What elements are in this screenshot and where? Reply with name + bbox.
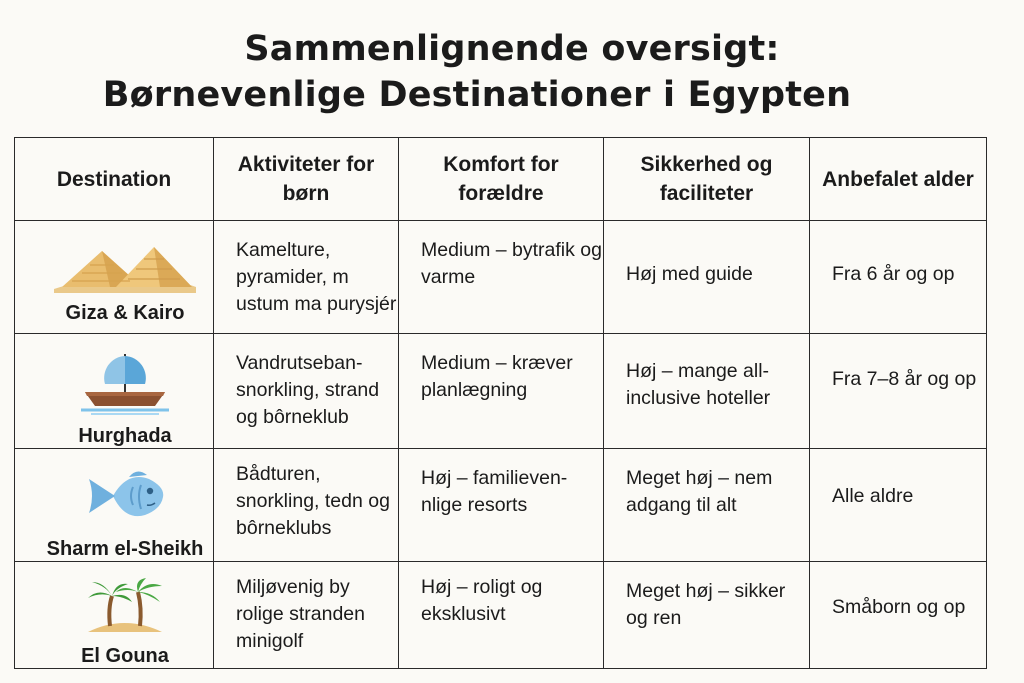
destination-name: Hurghada xyxy=(78,425,172,447)
pyramids-icon xyxy=(50,237,200,295)
alder-cell: Alle aldre xyxy=(810,449,987,562)
destination-cell xyxy=(15,221,214,334)
title-line-1: Sammenlignende oversigt: xyxy=(244,29,780,69)
aktiviteter-cell: Bådturen, snorkling, tedn og bôrneklubs xyxy=(214,449,399,562)
komfort-cell: Medium – bytrafik og varme xyxy=(399,221,604,334)
destination-cell xyxy=(15,334,214,449)
comparison-table xyxy=(14,137,987,669)
table-row xyxy=(15,562,987,669)
destination-cell xyxy=(15,449,214,562)
header-aktiviteter: Aktiviteter for børn xyxy=(214,138,399,221)
aktiviteter-cell: Miljøvenig by rolige stranden minigolf xyxy=(214,562,399,669)
title-line-2: Børnevenlige Destinationer i Egypten xyxy=(102,75,852,115)
table-row xyxy=(15,221,987,334)
table-row xyxy=(15,449,987,562)
header-sikkerhed: Sikkerhed og faciliteter xyxy=(604,138,810,221)
alder-cell: Småborn og op xyxy=(810,562,987,669)
sikkerhed-cell: Meget høj – sikker og ren xyxy=(604,562,810,669)
destination-name: Sharm el-Sheikh xyxy=(46,538,204,560)
fish-icon xyxy=(83,465,167,527)
alder-cell: Fra 7–8 år og op xyxy=(810,334,987,449)
sailboat-icon xyxy=(77,350,173,416)
aktiviteter-cell: Vandrutseban- snorkling, strand og bôrneklub xyxy=(214,334,399,449)
header-komfort: Komfort for forældre xyxy=(399,138,604,221)
page-title xyxy=(0,26,1024,118)
table-header-row xyxy=(15,138,987,221)
komfort-cell: Høj – roligt og eksklusivt xyxy=(399,562,604,669)
sikkerhed-cell: Høj – mange all-inclusive hoteller xyxy=(604,334,810,449)
sikkerhed-cell: Meget høj – nem adgang til alt xyxy=(604,449,810,562)
komfort-cell: Høj – familieven- nlige resorts xyxy=(399,449,604,562)
destination-cell xyxy=(15,562,214,669)
palm-island-icon xyxy=(82,578,168,636)
header-alder: Anbefalet alder xyxy=(810,138,987,221)
aktiviteter-cell: Kamelture, pyramider, m ustum ma purysjér xyxy=(214,221,399,334)
table-row xyxy=(15,334,987,449)
header-destination: Destination xyxy=(15,138,214,221)
alder-cell: Fra 6 år og op xyxy=(810,221,987,334)
komfort-cell: Medium – kræver planlægning xyxy=(399,334,604,449)
destination-name: El Gouna xyxy=(81,645,169,667)
destination-name: Giza & Kairo xyxy=(65,302,185,324)
sikkerhed-cell: Høj med guide xyxy=(604,221,810,334)
